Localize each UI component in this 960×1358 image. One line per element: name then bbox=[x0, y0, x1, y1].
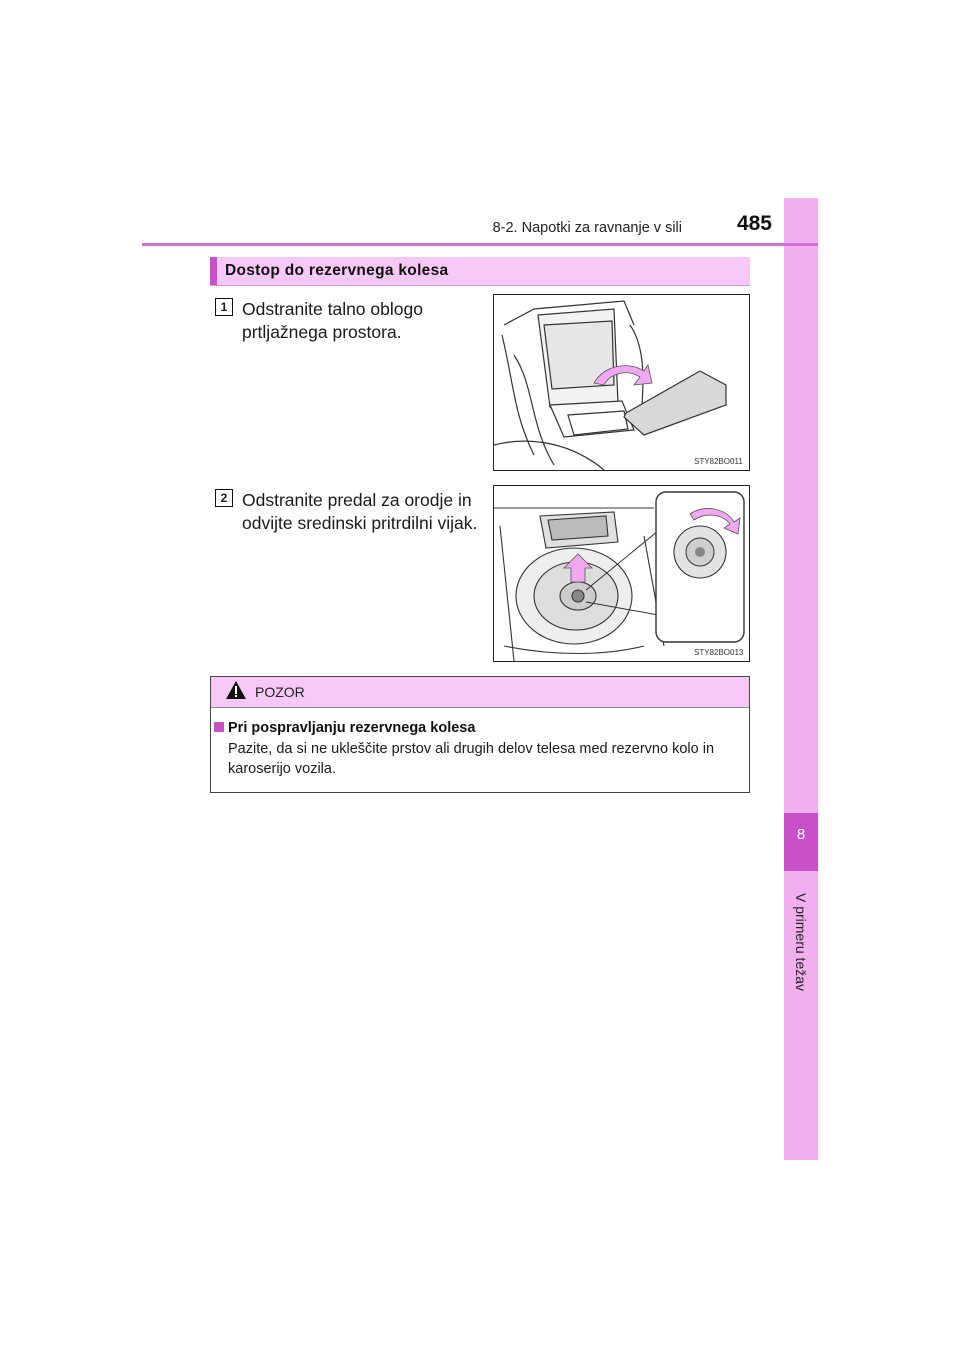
step-1-line-1: Odstranite talno oblogo bbox=[242, 299, 423, 319]
step-2-text bbox=[242, 489, 477, 535]
page-number: 485 bbox=[736, 212, 772, 235]
spare-wheel-illustration bbox=[494, 486, 749, 661]
caution-bullet-icon bbox=[214, 722, 224, 732]
section-heading: Dostop do rezervnega kolesa bbox=[225, 262, 449, 279]
caution-subheading: Pri pospravljanju rezervnega kolesa bbox=[228, 720, 476, 736]
trunk-illustration bbox=[494, 295, 749, 470]
section-title: 8-2. Napotki za ravnanje v sili bbox=[492, 220, 682, 236]
figure-code-2: STY82BO013 bbox=[694, 648, 744, 657]
caution-title: POZOR bbox=[255, 684, 305, 700]
section-heading-marker bbox=[210, 257, 217, 285]
chapter-label: V primeru težav bbox=[793, 892, 809, 992]
step-1-line-2: prtljažnega prostora. bbox=[242, 322, 402, 342]
warning-triangle-icon bbox=[225, 680, 247, 705]
step-2-line-1: Odstranite predal za orodje in bbox=[242, 490, 472, 510]
figure-remove-tool-tray bbox=[493, 485, 750, 662]
chapter-side-strip bbox=[784, 198, 818, 1160]
caution-body: Pazite, da si ne ukleščite prstov ali drugih delov telesa med rezervno kolo in karoserijo vozila. bbox=[228, 741, 715, 777]
figure-remove-floor-cover bbox=[493, 294, 750, 471]
step-number-1: 1 bbox=[215, 298, 233, 316]
step-1-text bbox=[242, 298, 423, 344]
step-2-line-2: odvijte sredinski pritrdilni vijak. bbox=[242, 513, 478, 533]
step-number-2: 2 bbox=[215, 489, 233, 507]
chapter-number: 8 bbox=[796, 826, 806, 843]
header-divider bbox=[142, 243, 818, 246]
figure-code-1: STY82BO011 bbox=[694, 457, 743, 466]
